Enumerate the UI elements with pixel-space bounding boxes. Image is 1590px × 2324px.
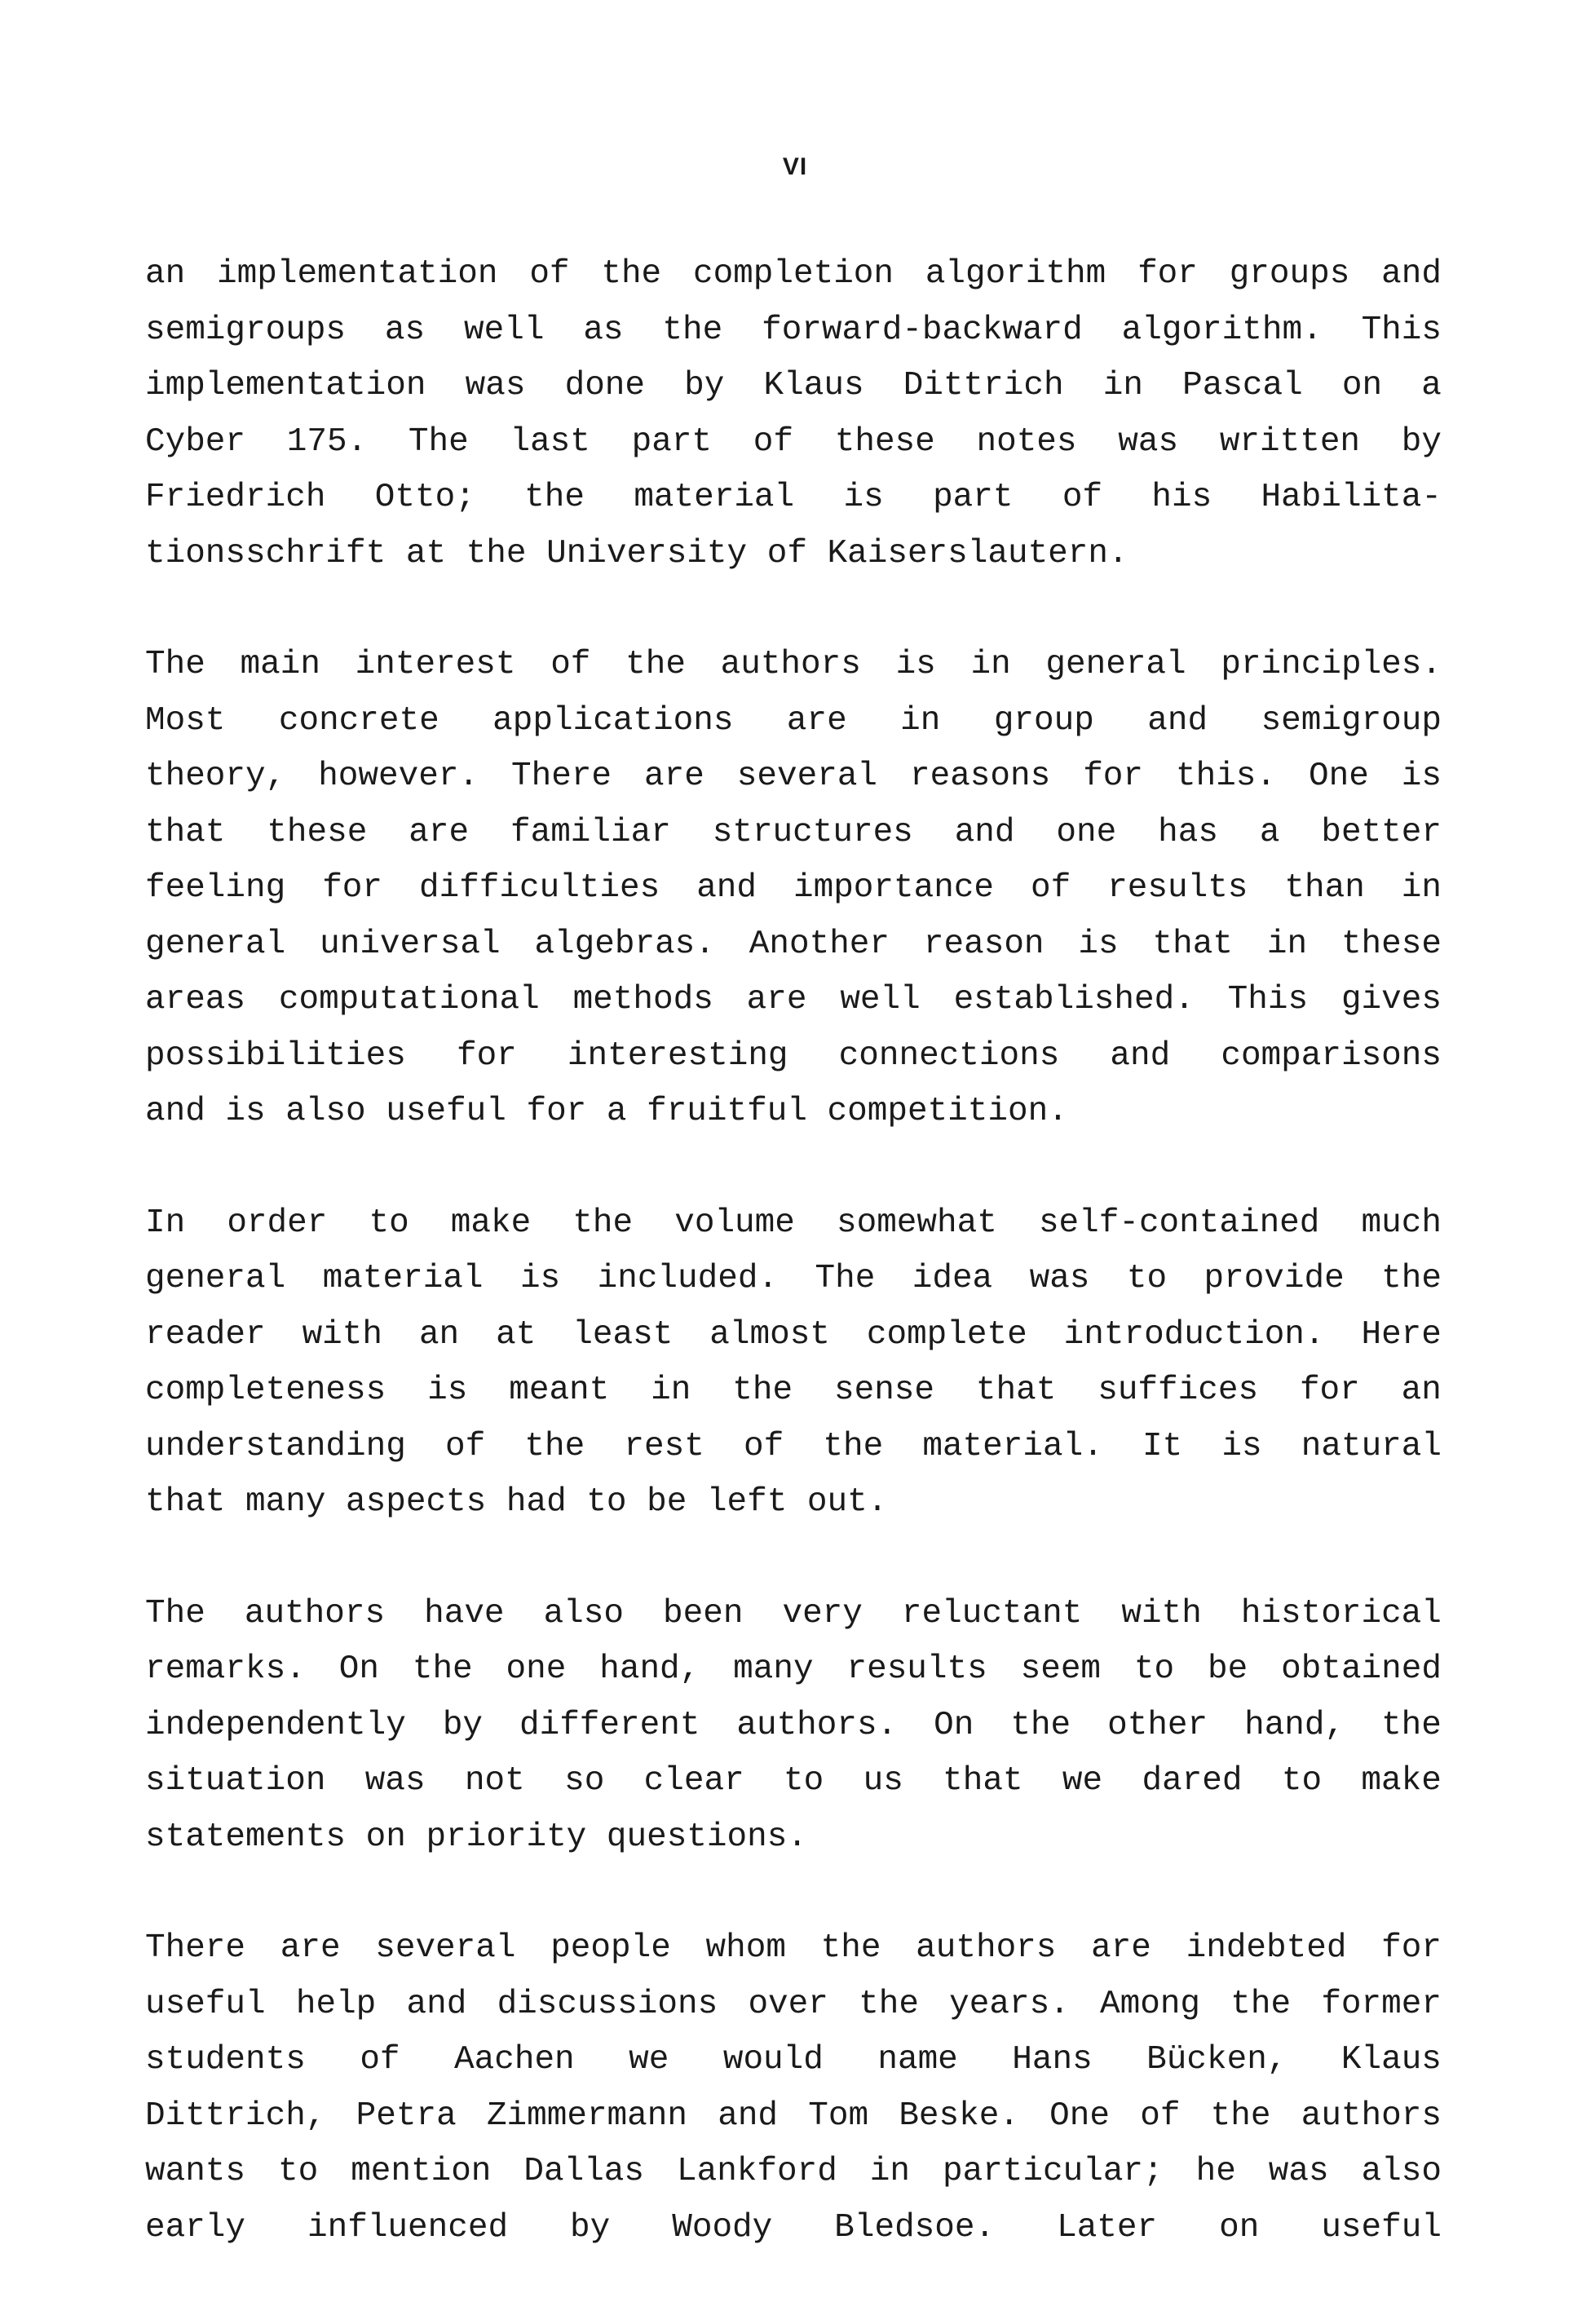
text-line: general universal algebras. Another reason is that in these [145,925,1442,963]
text-line: and is also useful for a fruitful competition. [145,1093,1068,1130]
text-line: implementation was done by Klaus Dittrich in Pascal on a [145,367,1442,404]
text-line: semigroups as well as the forward-backward algorithm. This [145,311,1442,349]
text-line: areas computational methods are well established. This gives [145,981,1442,1018]
text-line: an implementation of the completion algorithm for groups and [145,255,1442,293]
text-line: wants to mention Dallas Lankford in particular; he was also [145,2153,1442,2190]
text-line: In order to make the volume somewhat self-contained much [145,1204,1442,1242]
text-line: theory, however. There are several reasons for this. One is [145,758,1442,795]
text-line: feeling for difficulties and importance of results than in [145,869,1442,907]
paragraph [145,1920,1442,2256]
paragraph [145,637,1442,1140]
text-line: understanding of the rest of the material. It is natural [145,1427,1442,1465]
text-line: Cyber 175. The last part of these notes was written by [145,422,1442,461]
text-line: Dittrich, Petra Zimmermann and Tom Beske. One of the authors [145,2096,1442,2135]
text-line: remarks. On the one hand, many results seem to be obtained [145,1650,1442,1688]
text-line: independently by different authors. On the other hand, the [145,1706,1442,1744]
body-text [145,246,1442,2311]
text-line: that many aspects had to be left out. [145,1483,888,1521]
text-line: completeness is meant in the sense that suffices for an [145,1372,1442,1409]
text-line: The authors have also been very reluctant with historical [145,1594,1442,1633]
text-line: early influenced by Woody Bledsoe. Later on useful [145,2208,1442,2247]
text-line: Friedrich Otto; the material is part of his Habilita- [145,479,1442,516]
text-line: There are several people whom the authors are indebted for [145,1929,1442,1967]
text-line: possibilities for interesting connections and comparisons [145,1036,1442,1075]
page-number: VI [782,153,808,180]
text-line: useful help and discussions over the years. Among the former [145,1985,1442,2023]
text-line: The main interest of the authors is in general principles. [145,646,1442,683]
text-line: reader with an at least almost complete introduction. Here [145,1315,1442,1354]
paragraph [145,1586,1442,1866]
text-line: students of Aachen we would name Hans Bücken, Klaus [145,2041,1442,2079]
text-line: tionsschrift at the University of Kaiserslautern. [145,534,1128,572]
paragraph [145,246,1442,581]
text-line: situation was not so clear to us that we dared to make [145,1762,1442,1800]
text-line: that these are familiar structures and one has a better [145,813,1442,851]
text-line: statements on priority questions. [145,1818,807,1856]
paragraph [145,1195,1442,1531]
text-line: general material is included. The idea was to provide the [145,1260,1442,1297]
text-line: Most concrete applications are in group and semigroup [145,701,1442,740]
